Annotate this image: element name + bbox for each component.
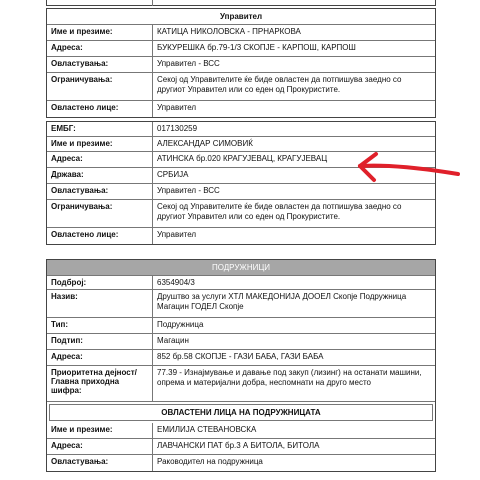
branches-table — [46, 259, 436, 472]
row-activity — [47, 366, 435, 402]
label: Подтип: — [47, 334, 153, 349]
value: Секој од Управителите ќе биде овластен да потпишува заедно со другиот Управител или со еден од Прокуристите. — [157, 202, 402, 221]
section-title-manager: Управител — [47, 9, 435, 25]
value: Управител - ВСС — [157, 59, 220, 68]
value: КАТИЦА НИКОЛОВСКА - ПРНАРКОВА — [157, 27, 301, 36]
value: ЛАВЧАНСКИ ПАТ бр.3 А БИТОЛА, БИТОЛА — [157, 441, 320, 450]
row-restrictions — [47, 73, 435, 101]
top-cut-value — [153, 0, 435, 6]
value: Управител — [157, 103, 197, 112]
value: СРБИЈА — [157, 170, 189, 179]
value: АТИНСКА бр.020 КРАГУЈЕВАЦ, КРАГУЈЕВАЦ — [157, 154, 328, 163]
label: Ограничувања: — [47, 200, 153, 227]
row-type — [47, 318, 435, 334]
value: 017130259 — [157, 124, 198, 133]
label: Тип: — [47, 318, 153, 333]
section-title-branches: ПОДРУЖНИЦИ — [47, 260, 435, 276]
row-authorized-person — [47, 228, 435, 244]
value: АЛЕКСАНДАР СИМОВИЌ — [157, 139, 253, 148]
label: Овластено лице: — [47, 101, 153, 117]
top-cut-table — [46, 0, 436, 6]
row-restrictions — [47, 200, 435, 228]
value: 77.39 - Изнајмување и давање под закуп (лизинг) на останати машини, опрема и материјални добра, неспомнати на друго место — [157, 368, 422, 387]
label: Име и презиме: — [47, 25, 153, 40]
row-subnumber — [47, 276, 435, 290]
label: Адреса: — [47, 41, 153, 56]
row-subtype — [47, 334, 435, 350]
value: Подружница — [157, 320, 204, 329]
label: Овластувања: — [47, 184, 153, 199]
row-name — [47, 25, 435, 41]
subsection-title: ОВЛАСТЕНИ ЛИЦА НА ПОДРУЖНИЦАТА — [49, 404, 433, 421]
value: Друштво за услуги ХТЛ МАКЕДОНИЈА ДООЕЛ Скопје Подружница Магацин ГОДЕЛ Скопје — [157, 292, 407, 311]
value: 6354904/3 — [157, 278, 195, 287]
label: Назив: — [47, 290, 153, 317]
value: Магацин — [157, 336, 189, 345]
row-address — [47, 350, 435, 366]
label: Овластувања: — [47, 455, 153, 471]
value: 852 бр.58 СКОПЈЕ - ГАЗИ БАБА, ГАЗИ БАБА — [157, 352, 324, 361]
row-branch-person-address — [47, 439, 435, 455]
label: Приоритетна дејност/ Главна приходна шифра: — [47, 366, 153, 401]
value: ЕМИЛИЈА СТЕВАНОВСКА — [157, 425, 257, 434]
value: БУКУРЕШКА бр.79-1/3 СКОПЈЕ - КАРПОШ, КАРПОШ — [157, 43, 356, 52]
label: Адреса: — [47, 439, 153, 454]
label: Адреса: — [47, 350, 153, 365]
row-branch-person-name — [47, 423, 435, 439]
label: Подброј: — [47, 276, 153, 289]
label: Име и презиме: — [47, 423, 153, 438]
row-address — [47, 41, 435, 57]
branch-authorized-block — [47, 404, 435, 471]
row-authorizations — [47, 184, 435, 200]
row-branch-person-authorizations — [47, 455, 435, 471]
top-cut-label — [47, 0, 153, 6]
arrow-left-icon — [354, 150, 460, 186]
label: ЕМБГ: — [47, 122, 153, 136]
value: Управител — [157, 230, 197, 239]
label: Држава: — [47, 168, 153, 183]
row-embg — [47, 122, 435, 137]
row-authorizations — [47, 57, 435, 73]
label: Адреса: — [47, 152, 153, 167]
row-name — [47, 290, 435, 318]
label: Овластено лице: — [47, 228, 153, 244]
value: Управител - ВСС — [157, 186, 220, 195]
label: Овластувања: — [47, 57, 153, 72]
label: Име и презиме: — [47, 137, 153, 151]
label: Ограничувања: — [47, 73, 153, 100]
row-authorized-person — [47, 101, 435, 117]
value: Секој од Управителите ќе биде овластен да потпишува заедно со другиот Управител или со еден од Прокуристите. — [157, 75, 402, 94]
value: Раководител на подружница — [157, 457, 263, 466]
manager-table-1 — [46, 8, 436, 118]
